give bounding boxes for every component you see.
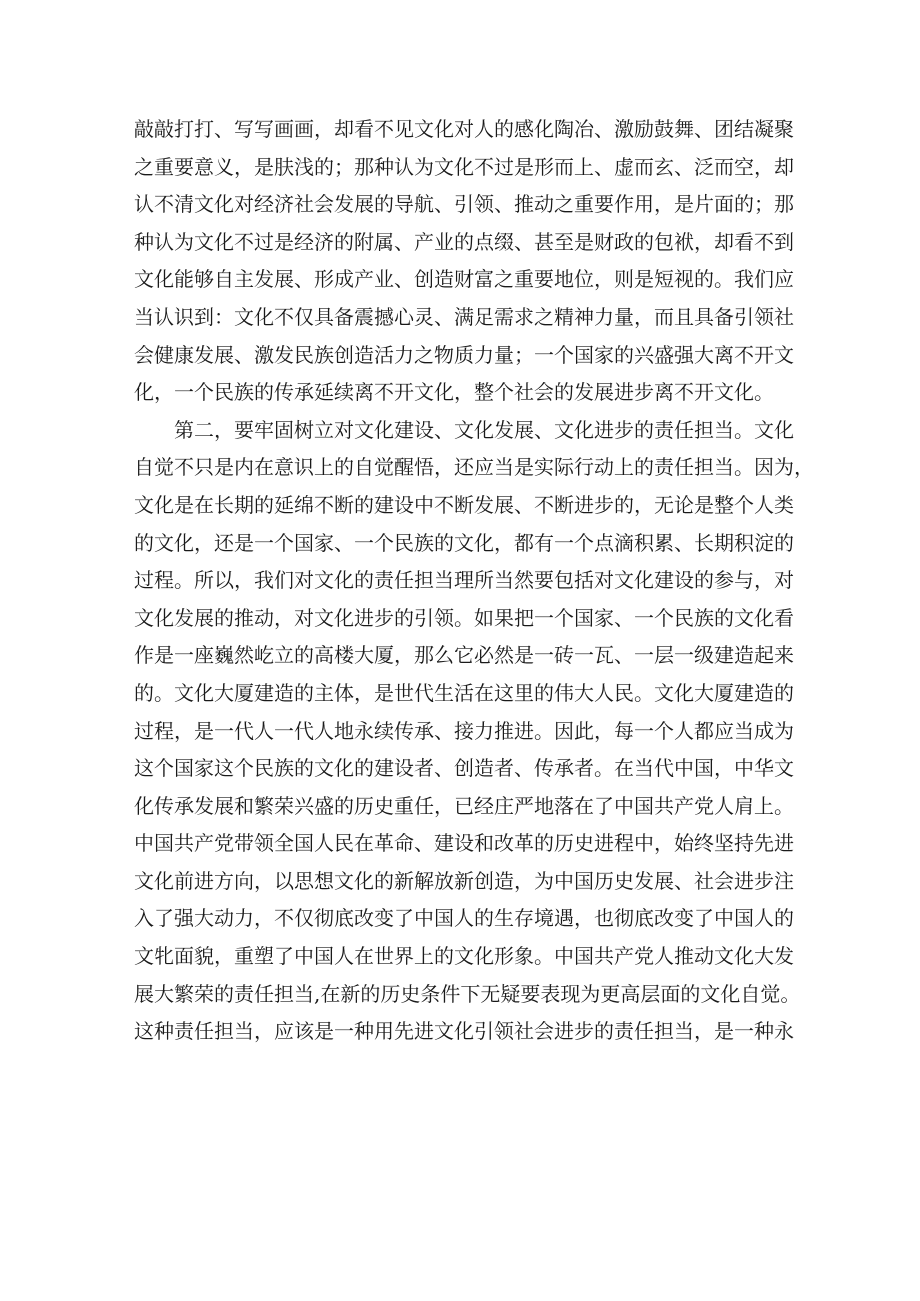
text-line: 作是一座巍然屹立的高楼大厦，那么它必然是一砖一瓦、一层一级建造起来 bbox=[134, 643, 794, 668]
text-line: 这个国家这个民族的文化的建设者、创造者、传承者。在当代中国，中华文 bbox=[134, 756, 794, 781]
text-line: 之重要意义，是肤浅的；那种认为文化不过是形而上、虚而玄、泛而空，却 bbox=[134, 154, 794, 179]
paragraph-last-line: 化，一个民族的传承延续离不开文化，整个社会的发展进步离不开文化。 bbox=[134, 380, 774, 405]
text-line: 文牝面貌，重塑了中国人在世界上的文化形象。中国共产党人推动文化大发 bbox=[134, 944, 794, 969]
text-line: 认不清文化对经济社会发展的导航、引领、推动之重要作用，是片面的；那 bbox=[134, 192, 794, 217]
text-line: 会健康发展、激发民族创造活力之物质力量；一个国家的兴盛强大离不开文 bbox=[134, 342, 794, 367]
text-line: 自觉不只是内在意识上的自觉醒悟，还应当是实际行动上的责任担当。因为， bbox=[134, 455, 814, 480]
text-line: 文化发展的推动，对文化进步的引领。如果把一个国家、一个民族的文化看 bbox=[134, 605, 794, 630]
paragraph-first-line: 第二，要牢固树立对文化建设、文化发展、文化进步的责任担当。文化 bbox=[174, 417, 794, 442]
document-body bbox=[134, 111, 814, 1051]
text-line: 文化能够自主发展、形成产业、创造财富之重要地位，则是短视的。我们应 bbox=[134, 267, 794, 292]
text-line: 化传承发展和繁荣兴盛的历史重任，已经庄严地落在了中国共产党人肩上。 bbox=[134, 793, 794, 818]
text-line: 入了强大动力，不仅彻底改变了中国人的生存境遇，也彻底改变了中国人的 bbox=[134, 906, 794, 931]
text-line: 种认为文化不过是经济的附属、产业的点缀、甚至是财政的包袱，却看不到 bbox=[134, 229, 794, 254]
text-line: 中国共产党带领全国人民在革命、建设和改革的历史进程中，始终坚持先进 bbox=[134, 831, 794, 856]
text-line: 过程，是一代人一代人地永续传承、接力推进。因此，每一个人都应当成为 bbox=[134, 718, 794, 743]
text-line: 的文化，还是一个国家、一个民族的文化，都有一个点滴积累、长期积淀的 bbox=[134, 530, 794, 555]
text-line: 这种责任担当，应该是一种用先进文化引领社会进步的责任担当，是一种永 bbox=[134, 1019, 794, 1044]
text-line: 的。文化大厦建造的主体，是世代生活在这里的伟大人民。文化大厦建造的 bbox=[134, 680, 794, 705]
text-line: 过程。所以，我们对文化的责任担当理所当然要包括对文化建设的参与，对 bbox=[134, 568, 794, 593]
text-line: 展大繁荣的责任担当,在新的历史条件下无疑要表现为更高层面的文化自觉。 bbox=[134, 981, 801, 1006]
text-line: 当认识到：文化不仅具备震撼心灵、满足需求之精神力量，而且具备引领社 bbox=[134, 304, 794, 329]
text-line: 敲敲打打、写写画画，却看不见文化对人的感化陶冶、激励鼓舞、团结凝聚 bbox=[134, 117, 794, 141]
text-line: 文化前进方向，以思想文化的新解放新创造，为中国历史发展、社会进步注 bbox=[134, 868, 794, 893]
text-line: 文化是在长期的延绵不断的建设中不断发展、不断进步的，无论是整个人类 bbox=[134, 492, 794, 517]
